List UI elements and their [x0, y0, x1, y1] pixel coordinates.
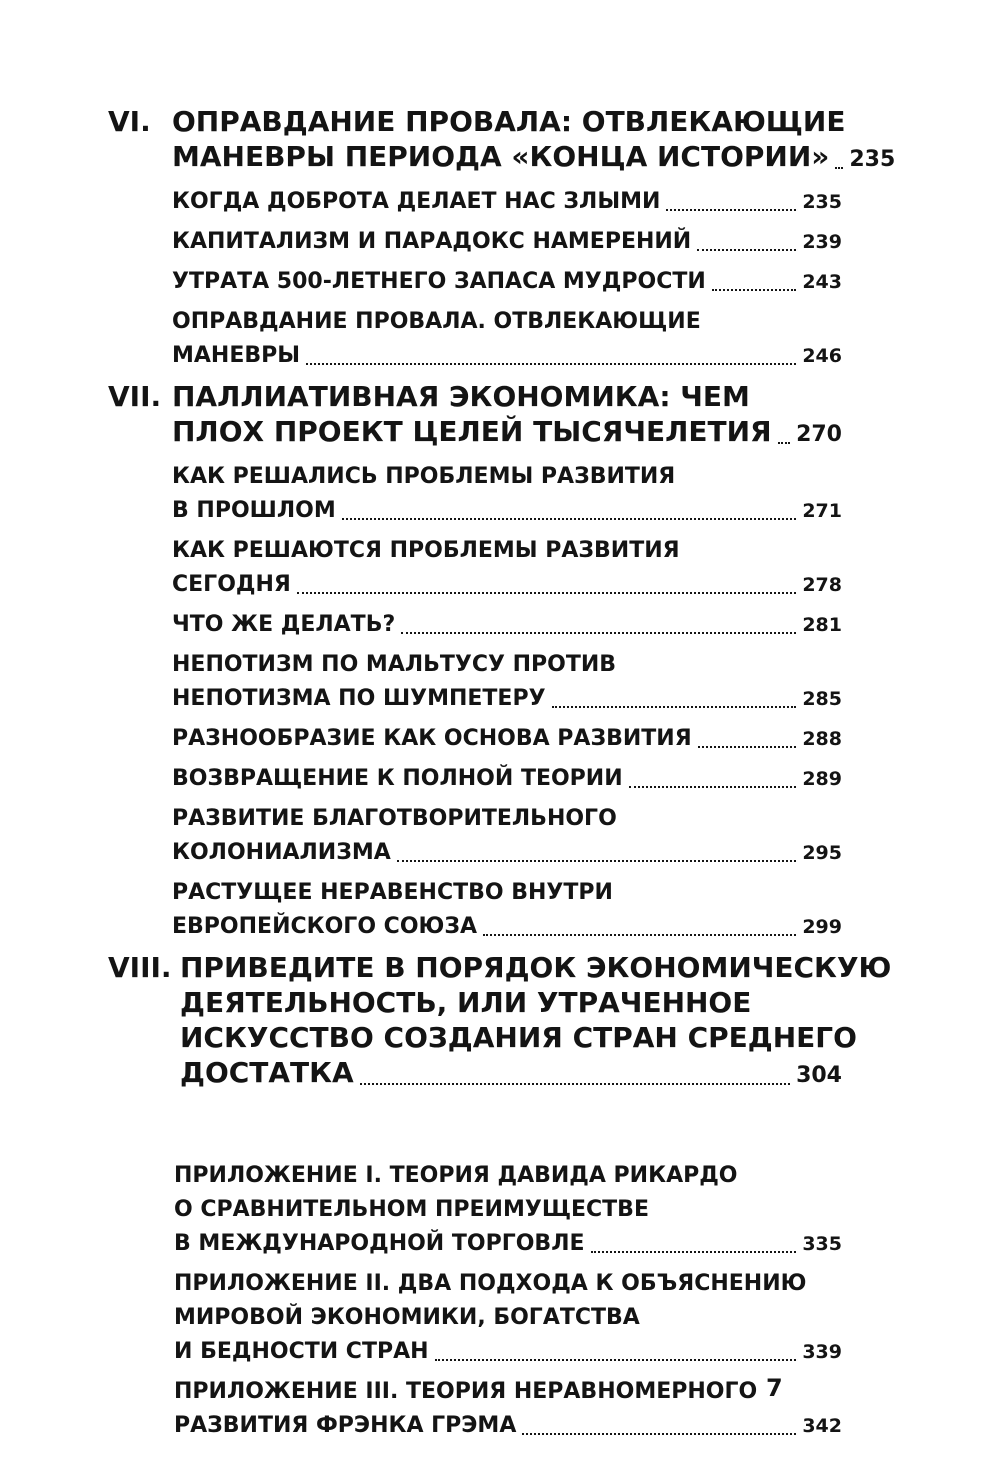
- dot-leader: [697, 249, 796, 251]
- entry-page-number: 288: [802, 728, 842, 750]
- entry-title-line: СЕГОДНЯ: [172, 572, 291, 597]
- dot-leader: [397, 860, 797, 862]
- entry-title-line: РАЗНООБРАЗИЕ КАК ОСНОВА РАЗВИТИЯ: [172, 726, 692, 751]
- dot-leader: [778, 442, 790, 444]
- dot-leader: [435, 1359, 797, 1361]
- chapter-number: VIII.: [108, 951, 172, 984]
- entry-title-line: ЧТО ЖЕ ДЕЛАТЬ?: [172, 612, 396, 637]
- table-of-contents: [108, 104, 896, 1449]
- entry-title-line: ВОЗВРАЩЕНИЕ К ПОЛНОЙ ТЕОРИИ: [172, 766, 623, 791]
- chapter-title: [172, 104, 896, 177]
- dot-leader: [297, 592, 796, 594]
- chapter-vii: [108, 379, 842, 944]
- toc-entry: [172, 648, 842, 716]
- entry-page-number: 243: [802, 271, 842, 293]
- entry-page-number: 342: [802, 1415, 842, 1437]
- appendix-entry: [174, 1159, 842, 1261]
- appendix-list: [108, 1159, 842, 1443]
- toc-entry: [172, 225, 842, 259]
- entry-title-line: В МЕЖДУНАРОДНОЙ ТОРГОВЛЕ: [174, 1231, 585, 1256]
- toc-entry: [172, 534, 842, 602]
- entry-page-number: 299: [802, 916, 842, 938]
- dot-leader: [698, 746, 797, 748]
- entry-page-number: 239: [802, 231, 842, 253]
- appendix-entry: [174, 1375, 842, 1443]
- chapter-title-line: ИСКУССТВО СОЗДАНИЯ СТРАН СРЕДНЕГО: [180, 1021, 857, 1054]
- entry-title-line: ПРИЛОЖЕНИЕ I. ТЕОРИЯ ДАВИДА РИКАРДО: [174, 1163, 738, 1188]
- chapter-title: [180, 950, 892, 1093]
- dot-leader: [401, 632, 796, 634]
- chapter-title: [172, 379, 842, 452]
- dot-leader: [522, 1433, 796, 1435]
- entry-page-number: 246: [802, 345, 842, 367]
- chapter-title-line: ПАЛЛИАТИВНАЯ ЭКОНОМИКА: ЧЕМ: [172, 380, 750, 413]
- entry-page-number: 271: [802, 500, 842, 522]
- chapter-page-number: 235: [849, 147, 896, 172]
- entry-page-number: 295: [802, 842, 842, 864]
- toc-entry: [172, 762, 842, 796]
- toc-entry: [172, 802, 842, 870]
- entry-title-line: КОГДА ДОБРОТА ДЕЛАЕТ НАС ЗЛЫМИ: [172, 189, 661, 214]
- entry-title-line: РАСТУЩЕЕ НЕРАВЕНСТВО ВНУТРИ: [172, 880, 613, 905]
- entry-page-number: 278: [802, 574, 842, 596]
- entry-title-line: ПРИЛОЖЕНИЕ III. ТЕОРИЯ НЕРАВНОМЕРНОГО: [174, 1379, 758, 1404]
- entry-title-line: УТРАТА 500-ЛЕТНЕГО ЗАПАСА МУДРОСТИ: [172, 269, 706, 294]
- chapter-title-line: ОПРАВДАНИЕ ПРОВАЛА: ОТВЛЕКАЮЩИЕ: [172, 105, 846, 138]
- chapter-title-line: ДЕЯТЕЛЬНОСТЬ, ИЛИ УТРАЧЕННОЕ: [180, 986, 752, 1019]
- entry-title-line: ЕВРОПЕЙСКОГО СОЮЗА: [172, 914, 478, 939]
- chapter-page-number: 304: [796, 1063, 842, 1088]
- entry-title-line: РАЗВИТИЯ ФРЭНКА ГРЭМА: [174, 1413, 517, 1438]
- toc-entry: [172, 722, 842, 756]
- toc-entry: [172, 185, 842, 219]
- entry-title-line: НЕПОТИЗМА ПО ШУМПЕТЕРУ: [172, 686, 546, 711]
- appendix-entry: [174, 1267, 842, 1369]
- dot-leader: [666, 209, 796, 211]
- dot-leader: [712, 289, 797, 291]
- toc-entry: [172, 608, 842, 642]
- dot-leader: [835, 167, 843, 169]
- toc-entry: [172, 265, 842, 299]
- entry-page-number: 285: [802, 688, 842, 710]
- toc-entry: [172, 460, 842, 528]
- entry-title-line: ОПРАВДАНИЕ ПРОВАЛА. ОТВЛЕКАЮЩИЕ: [172, 309, 701, 334]
- entry-title-line: МИРОВОЙ ЭКОНОМИКИ, БОГАТСТВА: [174, 1305, 640, 1330]
- chapter-title-line: МАНЕВРЫ ПЕРИОДА «КОНЦА ИСТОРИИ»: [172, 140, 830, 173]
- entry-title-line: ПРИЛОЖЕНИЕ II. ДВА ПОДХОДА К ОБЪЯСНЕНИЮ: [174, 1271, 807, 1296]
- chapter-vi: [108, 104, 896, 373]
- chapter-title-line: ПЛОХ ПРОЕКТ ЦЕЛЕЙ ТЫСЯЧЕЛЕТИЯ: [172, 415, 772, 448]
- section-list: [172, 185, 842, 373]
- entry-page-number: 235: [802, 191, 842, 213]
- dot-leader: [342, 518, 797, 520]
- chapter-page-number: 270: [796, 422, 842, 447]
- entry-page-number: 281: [802, 614, 842, 636]
- entry-title-line: МАНЕВРЫ: [172, 343, 301, 368]
- entry-title-line: В ПРОШЛОМ: [172, 498, 336, 523]
- entry-title-line: КАК РЕШАЛИСЬ ПРОБЛЕМЫ РАЗВИТИЯ: [172, 464, 676, 489]
- toc-entry: [172, 876, 842, 944]
- chapter-title-line: ДОСТАТКА: [180, 1056, 354, 1089]
- entry-title-line: И БЕДНОСТИ СТРАН: [174, 1339, 429, 1364]
- dot-leader: [483, 934, 796, 936]
- entry-title-line: НЕПОТИЗМ ПО МАЛЬТУСУ ПРОТИВ: [172, 652, 617, 677]
- toc-entry: [172, 305, 842, 373]
- entry-page-number: 339: [802, 1341, 842, 1363]
- dot-leader: [591, 1251, 797, 1253]
- entry-title-line: О СРАВНИТЕЛЬНОМ ПРЕИМУЩЕСТВЕ: [174, 1197, 649, 1222]
- chapter-number: VII.: [108, 380, 162, 413]
- dot-leader: [306, 363, 796, 365]
- entry-title-line: КАК РЕШАЮТСЯ ПРОБЛЕМЫ РАЗВИТИЯ: [172, 538, 680, 563]
- entry-title-line: РАЗВИТИЕ БЛАГОТВОРИТЕЛЬНОГО: [172, 806, 617, 831]
- chapter-number: VI.: [108, 105, 151, 138]
- entry-title-line: КОЛОНИАЛИЗМА: [172, 840, 391, 865]
- chapter-title-line: ПРИВЕДИТЕ В ПОРЯДОК ЭКОНОМИЧЕСКУЮ: [180, 951, 892, 984]
- chapter-viii: [108, 950, 892, 1093]
- dot-leader: [552, 706, 797, 708]
- dot-leader: [360, 1083, 790, 1085]
- entry-page-number: 289: [802, 768, 842, 790]
- entry-title-line: КАПИТАЛИЗМ И ПАРАДОКС НАМЕРЕНИЙ: [172, 229, 692, 254]
- entry-page-number: 335: [802, 1233, 842, 1255]
- page-folio: 7: [766, 1374, 783, 1402]
- dot-leader: [629, 786, 797, 788]
- section-list: [172, 460, 842, 944]
